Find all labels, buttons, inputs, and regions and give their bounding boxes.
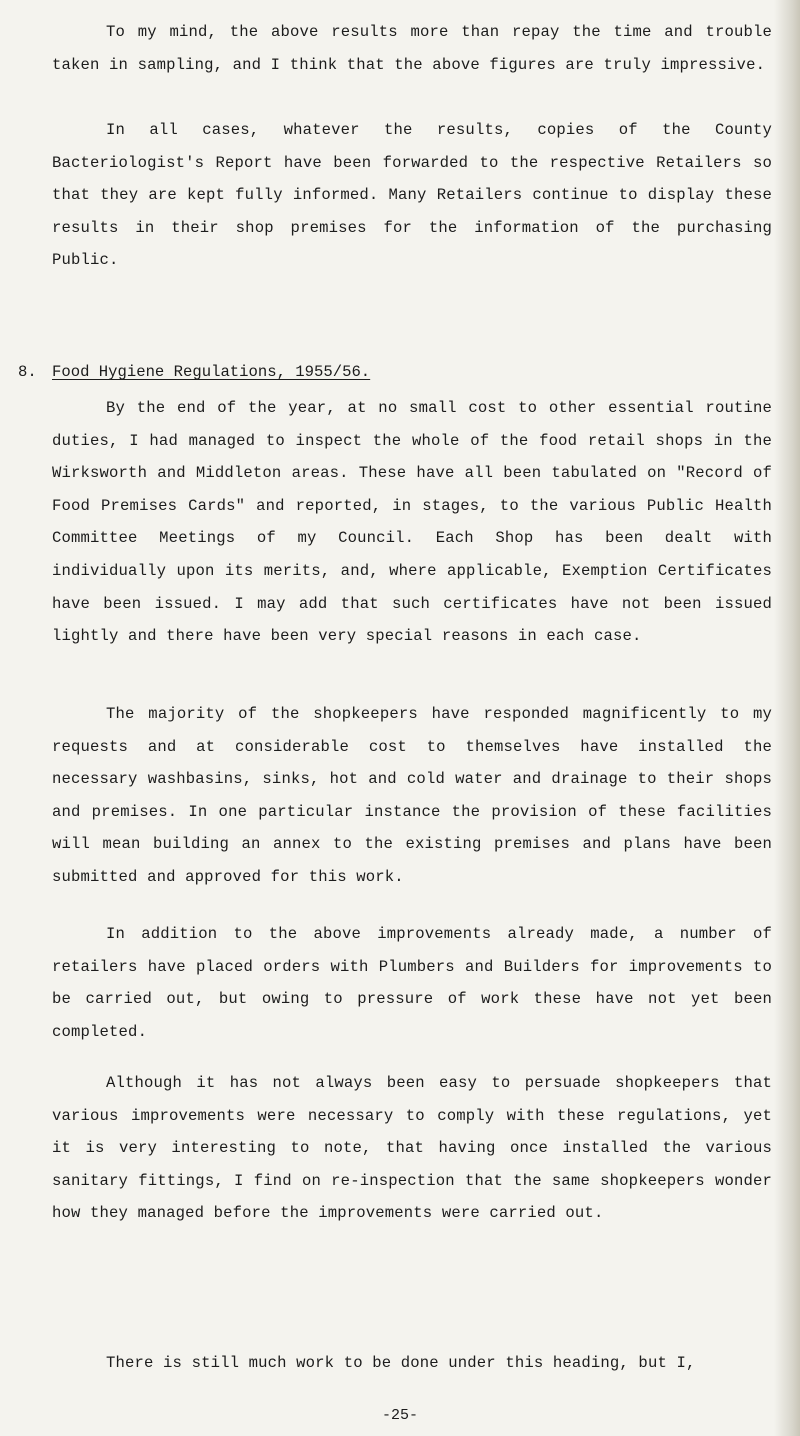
- page-number: -25-: [381, 1407, 418, 1424]
- section-title: Food Hygiene Regulations, 1955/56.: [52, 363, 371, 381]
- paragraph-sampling-results: To my mind, the above results more than repay the time and trouble taken in sampling, and I think that the above figures are truly impressive.: [52, 23, 772, 74]
- paragraph-shopkeepers-response: The majority of the shopkeepers have responded magnificently to my requests and at considerable cost to themselves have installed the necessary washbasins, sinks, hot and cold water and drainage to their shops and premises. In one particular instance the provision of these facilities will mean building an annex to the existing premises and plans have been submitted and approved for this work.: [52, 705, 772, 886]
- section-number: 8.: [18, 363, 37, 381]
- paragraph-bacteriologist-report: In all cases, whatever the results, copies of the County Bacteriologist's Report have been forwarded to the respective Retailers so that they are kept fully informed. Many Retailers continue to display these results in their shop premises for the information of the purchasing Public.: [52, 121, 772, 270]
- paragraph-orders-placed: In addition to the above improvements already made, a number of retailers have placed orders with Plumbers and Builders for improvements to be carried out, but owing to pressure of work these have not yet been completed.: [52, 925, 772, 1041]
- section-heading: [18, 360, 370, 384]
- page-edge-shadow: [774, 0, 800, 1436]
- paragraph-inspection: By the end of the year, at no small cost to other essential routine duties, I had managed to inspect the whole of the food retail shops in the Wirksworth and Middleton areas. These have all been tabulated on "Record of Food Premises Cards" and reported, in stages, to the various Public Health Committee Meetings of my Council. Each Shop has been dealt with individually upon its merits, and, where applicable, Exemption Certificates have been issued. I may add that such certificates have not been issued lightly and there have been very special reasons in each case.: [52, 399, 772, 646]
- paragraph-continuation: There is still much work to be done under this heading, but I,: [106, 1354, 696, 1372]
- paragraph-persuading-shopkeepers: Although it has not always been easy to persuade shopkeepers that various improvements were necessary to comply with these regulations, yet it is very interesting to note, that having once installed the various sanitary fittings, I find on re-inspection that the same shopkeepers wonder how they managed before the improvements were carried out.: [52, 1074, 772, 1223]
